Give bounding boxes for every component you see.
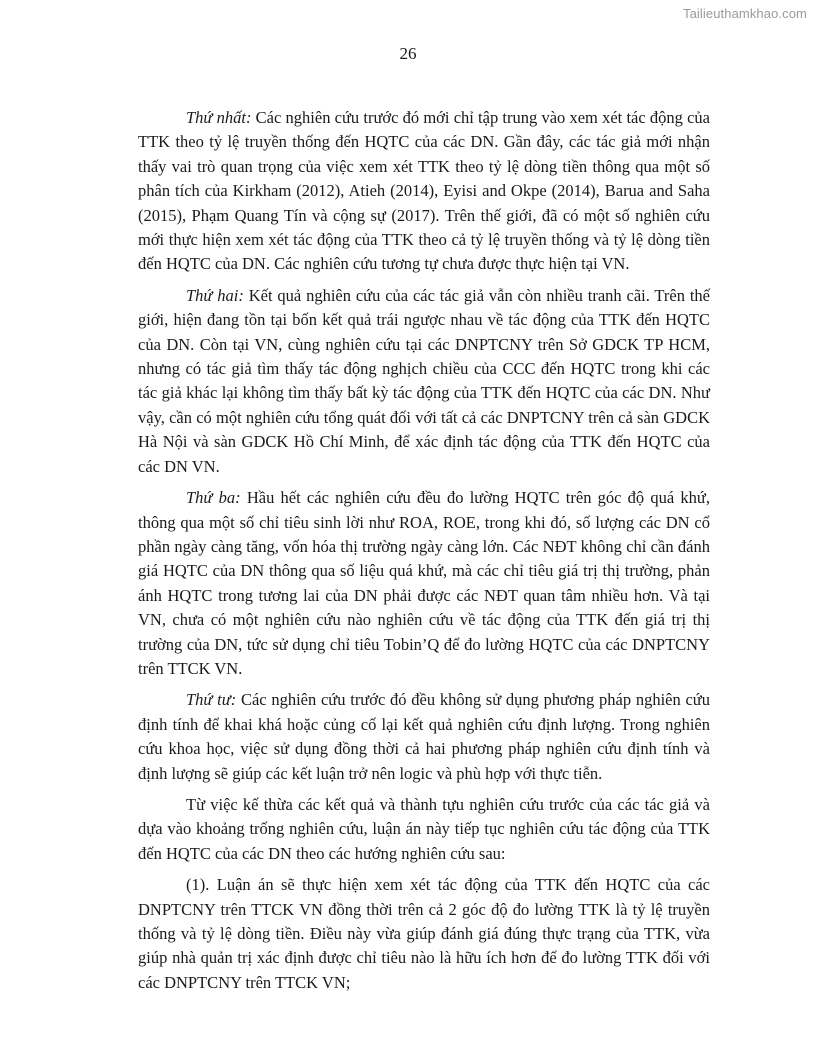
- paragraph-lead: Thứ tư:: [186, 690, 237, 710]
- paragraph-text: Kết quả nghiên cứu của các tác giả vẫn còn nhiều tranh cãi. Trên thế giới, hiện đang tồn tại bốn kết quả trái ngược nhau về tác động của TTK đến HQTC của DN. Còn tại VN, cùng nghiên cứu tại các DNPTCNY trên Sở GDCK TP HCM, nhưng có tác giả tìm thấy tác động nghịch chiều của CCC đến HQTC trong khi các tác giả khác lại không tìm thấy bất kỳ tác động của TTK đến HQTC của các DN. Như vậy, cần có một nghiên cứu tổng quát đối với tất cả các DNPTCNY trên cả sàn GDCK Hà Nội và sàn GDCK Hồ Chí Minh, để xác định tác động của TTK đến HQTC của các DN VN.: [138, 285, 710, 476]
- paragraph-ke-thua: [138, 793, 710, 866]
- document-body: [138, 106, 710, 1002]
- paragraph-lead: Thứ hai:: [186, 285, 244, 305]
- paragraph-text: Các nghiên cứu trước đó đều không sử dụng phương pháp nghiên cứu định tính để khai khá hoặc củng cố lại kết quả nghiên cứu định lượng. Trong nghiên cứu khoa học, việc sử dụng đồng thời cả hai phương pháp nghiên cứu định tính và định lượng sẽ giúp các kết luận trở nên logic và phù hợp với thực tiễn.: [138, 690, 710, 783]
- paragraph-text: (1). Luận án sẽ thực hiện xem xét tác động của TTK đến HQTC của các DNPTCNY trên TTCK VN đồng thời trên cả 2 góc độ đo lường TTK là tỷ lệ truyền thống và tỷ lệ dòng tiền. Điều này vừa giúp đánh giá đúng thực trạng của TTK, vừa giúp nhà quản trị xác định được chỉ tiêu nào là hữu ích hơn để đo lường TTK đối với các DNPTCNY trên TTCK VN;: [138, 875, 710, 992]
- paragraph-text: Các nghiên cứu trước đó mới chỉ tập trung vào xem xét tác động của TTK theo tỷ lệ truyền thống đến HQTC của các DN. Gần đây, các tác giả mới nhận thấy vai trò quan trọng của việc xem xét TTK theo tỷ lệ dòng tiền thông qua một số phân tích của Kirkham (2012), Atieh (2014), Eyisi and Okpe (2014), Barua and Saha (2015), Phạm Quang Tín và cộng sự (2017). Trên thế giới, đã có một số nghiên cứu mới thực hiện xem xét tác động của TTK theo cả tỷ lệ truyền thống và tỷ lệ dòng tiền đến HQTC của DN. Các nghiên cứu tương tự chưa được thực hiện tại VN.: [138, 108, 710, 274]
- paragraph-thu-hai: [138, 284, 710, 479]
- paragraph-thu-nhat: [138, 106, 710, 277]
- paragraph-text: Hầu hết các nghiên cứu đều đo lường HQTC trên góc độ quá khứ, thông qua một số chỉ tiêu sinh lời như ROA, ROE, trong khi đó, số lượng các DN cổ phần ngày càng tăng, vốn hóa thị trường ngày càng lớn. Các NĐT không chỉ cần đánh giá HQTC của DN thông qua số liệu quá khứ, mà các chỉ tiêu giá trị thị trường, phản ánh HQTC trong tương lai của DN phải được các NĐT quan tâm nhiều hơn. Và tại VN, chưa có một nghiên cứu nào nghiên cứu về tác động của TTK đến giá trị thị trường của DN, tức sử dụng chỉ tiêu Tobin’Q để đo lường HQTC của các DNPTCNY trên TTCK VN.: [138, 488, 711, 678]
- paragraph-lead: Thứ ba:: [186, 488, 241, 508]
- paragraph-huong-1: [138, 873, 710, 995]
- watermark: Tailieuthamkhao.com: [682, 6, 807, 21]
- paragraph-text: Từ việc kế thừa các kết quả và thành tựu nghiên cứu trước của các tác giả và dựa vào khoảng trống nghiên cứu, luận án này tiếp tục nghiên cứu tác động của TTK đến HQTC của các DN theo các hướng nghiên cứu sau:: [138, 794, 710, 863]
- paragraph-thu-tu: [138, 688, 710, 786]
- page-number: 26: [399, 44, 417, 63]
- paragraph-thu-ba: [138, 486, 710, 681]
- paragraph-lead: Thứ nhất:: [186, 108, 252, 127]
